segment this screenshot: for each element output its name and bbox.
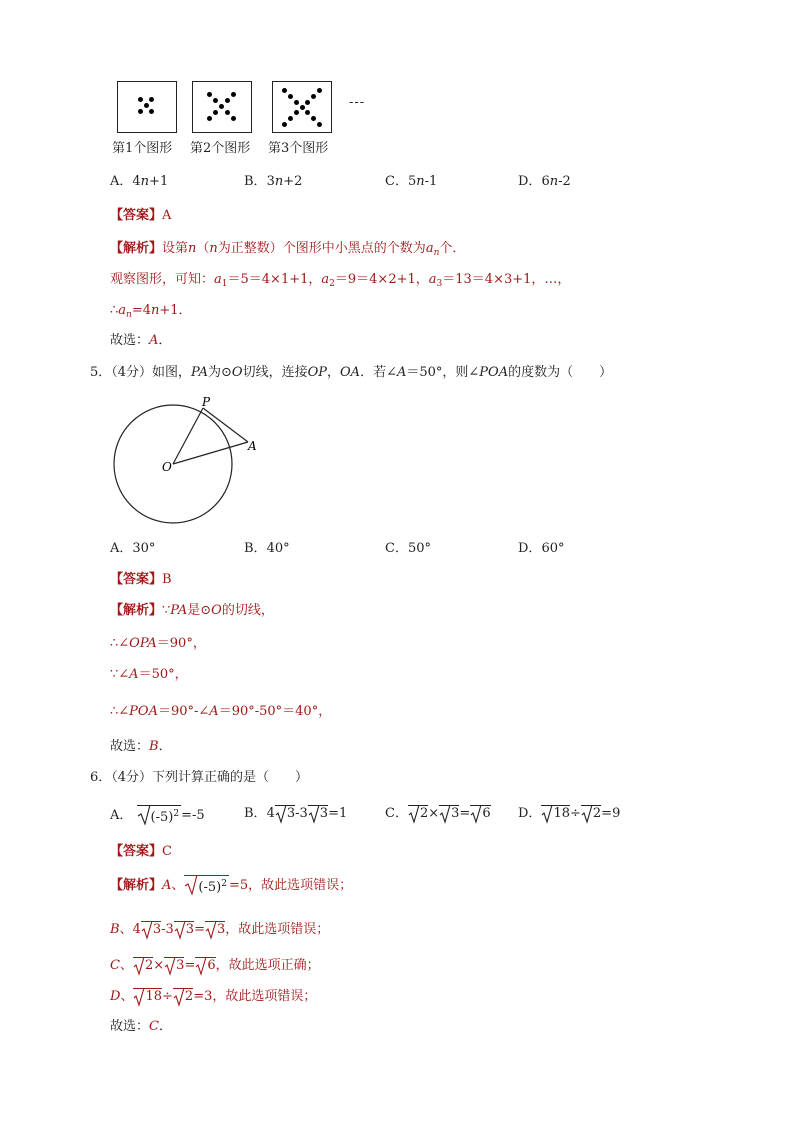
pattern-box-3	[272, 81, 332, 133]
q6-option-a: A． $(-5)^2 =-5$	[110, 804, 205, 827]
q4-answer: 【答案】A	[110, 208, 172, 223]
dot	[213, 110, 218, 115]
q6-analysis-line4: D、 18÷ 2=3，故此选项错误；	[110, 989, 317, 1004]
q6-option-c: C． 2× 3= 6	[385, 806, 491, 821]
q5-analysis-line2: ∴∠OPA＝90°，	[110, 636, 206, 651]
pattern-caption-2: 第2个图形	[190, 141, 251, 156]
dot	[282, 88, 287, 93]
q4-option-b: B．3n+2	[244, 174, 303, 189]
label-a: A	[248, 439, 257, 453]
q6-analysis-line2: B、4 3-3 3= 3，故此选项错误；	[110, 922, 330, 937]
q5-option-d: D．60°	[518, 541, 565, 556]
q6-stem: 6．（4分）下列计算正确的是（ ）	[90, 770, 309, 785]
dot	[288, 116, 293, 121]
q6-option-b: B．4 3-3 3=1	[244, 806, 348, 821]
dot	[305, 110, 310, 115]
sqrt-symbol: 3	[275, 804, 295, 823]
sqrt-symbol: 3	[439, 804, 459, 823]
sqrt-symbol: 3	[174, 920, 194, 939]
sqrt-symbol: $(-5)^2$	[137, 804, 182, 827]
q6-analysis-line3: C、 2× 3= 6，故此选项正确；	[110, 958, 320, 973]
dot	[149, 109, 154, 114]
pattern-box-2	[192, 81, 252, 133]
q5-analysis-line3: ∵∠A＝50°，	[110, 667, 188, 682]
sqrt-symbol: 2	[173, 987, 193, 1006]
label-o: O	[162, 460, 172, 474]
dot	[225, 98, 230, 103]
dot	[207, 116, 212, 121]
sqrt-symbol: $(-5)^2$	[184, 874, 229, 897]
dot	[149, 97, 154, 102]
dot	[231, 116, 236, 121]
dot	[300, 105, 305, 110]
q5-option-a: A．30°	[110, 541, 156, 556]
q4-analysis-line2: 观察图形，可知：$a_1=5=4\times 1+1$，$a_2=9=4\times 2+1$，$a_3=13=4\times 3+1$，…，	[110, 272, 571, 289]
q4-analysis-line1: 【解析】设第n（n为正整数）个图形中小黑点的个数为$a_n$个．	[110, 241, 466, 258]
pattern-caption-3: 第3个图形	[268, 141, 329, 156]
q5-analysis-line4: ∴∠POA＝90°-∠A＝90°-50°＝40°，	[110, 704, 332, 719]
pattern-ellipsis: ---	[349, 95, 366, 110]
circle-tangent-figure	[100, 390, 280, 530]
q5-stem: 5．（4分）如图，PA为⊙O切线，连接OP，OA．若∠A＝50°，则∠POA的度数为（ ）	[90, 365, 613, 380]
dot	[138, 97, 143, 102]
sqrt-symbol: 3	[308, 804, 328, 823]
dot	[294, 100, 299, 105]
sqrt-symbol: 6	[470, 804, 490, 823]
dot	[294, 110, 299, 115]
dot	[311, 116, 316, 121]
sqrt-symbol: 3	[164, 956, 184, 975]
sqrt-symbol: 18	[133, 987, 162, 1006]
label-p: P	[202, 395, 211, 409]
q4-option-d: D．6n-2	[518, 174, 571, 189]
sqrt-symbol: 2	[581, 804, 601, 823]
q6-analysis-line1: 【解析】A、 $(-5)^2 =5$，故此选项错误；	[110, 874, 352, 897]
dot	[213, 98, 218, 103]
q6-answer: 【答案】C	[110, 844, 172, 859]
segment-oa	[173, 442, 248, 464]
q4-choose: 故选：A．	[110, 333, 172, 348]
q5-option-b: B．40°	[244, 541, 290, 556]
dot	[317, 88, 322, 93]
q4-option-c: C．5n-1	[385, 174, 438, 189]
dot	[207, 92, 212, 97]
q5-analysis-line1: 【解析】∵PA是⊙O的切线，	[110, 603, 274, 618]
sqrt-symbol: 2	[133, 956, 153, 975]
q6-option-d: D． 18÷ 2=9	[518, 806, 621, 821]
pattern-caption-1: 第1个图形	[112, 141, 173, 156]
dot	[288, 94, 293, 99]
sqrt-symbol: 3	[205, 920, 225, 939]
dot	[231, 92, 236, 97]
q5-option-c: C．50°	[385, 541, 431, 556]
dot	[138, 109, 143, 114]
q4-option-a: A．4n+1	[110, 174, 169, 189]
sqrt-symbol: 18	[541, 804, 570, 823]
pattern-box-1	[117, 81, 177, 133]
q5-choose: 故选：B．	[110, 739, 172, 754]
q5-answer: 【答案】B	[110, 572, 172, 587]
dot	[317, 122, 322, 127]
dot	[219, 104, 224, 109]
dot	[282, 122, 287, 127]
segment-op	[173, 408, 203, 464]
dot	[311, 94, 316, 99]
dot	[225, 110, 230, 115]
sqrt-symbol: 3	[141, 920, 161, 939]
dot	[305, 100, 310, 105]
sqrt-symbol: 6	[195, 956, 215, 975]
sqrt-symbol: 2	[408, 804, 428, 823]
dot	[144, 103, 149, 108]
q6-choose: 故选：C．	[110, 1019, 172, 1034]
q4-analysis-line3: $\therefore a_n=4n+1$．	[110, 303, 192, 320]
